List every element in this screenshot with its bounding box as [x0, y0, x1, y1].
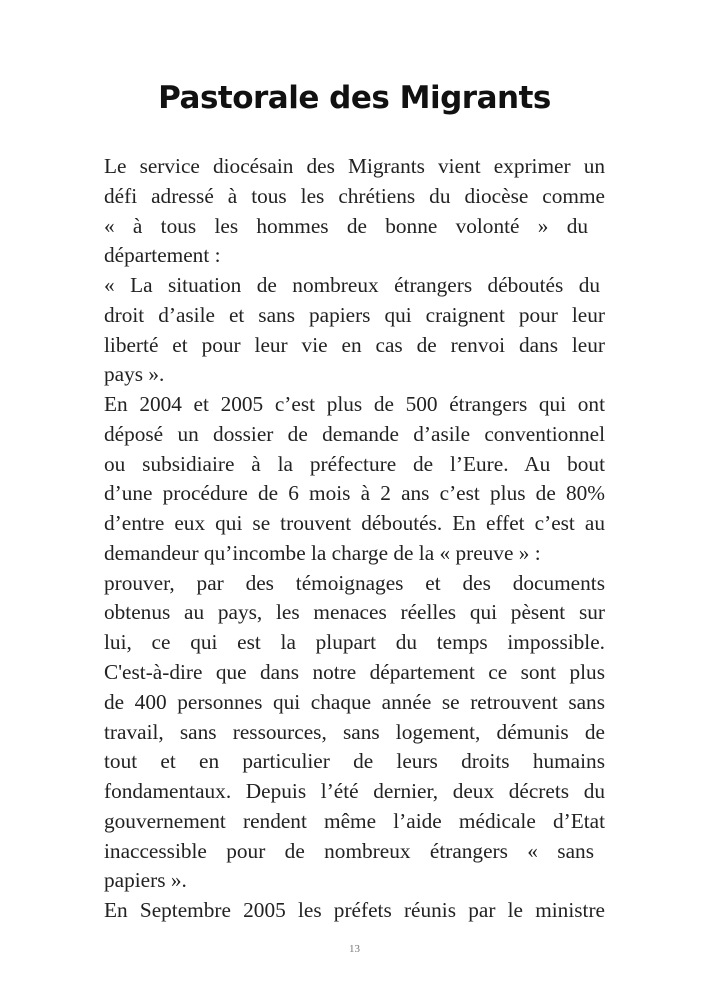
text-line: tout et en particulier de leurs droits humains	[104, 749, 605, 774]
text-line: d’une procédure de 6 mois à 2 ans c’est plus de 80%	[104, 481, 605, 506]
text-line: « à tous les hommes de bonne volonté » du	[104, 213, 588, 238]
text-line: de 400 personnes qui chaque année se retrouvent sans	[104, 689, 605, 714]
text-line: pays ».	[104, 362, 165, 387]
text-line: En Septembre 2005 les préfets réunis par le ministre	[104, 898, 605, 923]
text-line: obtenus au pays, les menaces réelles qui pèsent sur	[104, 600, 605, 625]
text-line: défi adressé à tous les chrétiens du diocèse comme	[104, 183, 605, 208]
text-line: fondamentaux. Depuis l’été dernier, deux décrets du	[104, 779, 605, 804]
text-line: déposé un dossier de demande d’asile conventionnel	[104, 421, 605, 446]
text-line: lui, ce qui est la plupart du temps impossible.	[104, 630, 605, 655]
text-line: inaccessible pour de nombreux étrangers « sans	[104, 838, 594, 863]
text-line: papiers ».	[104, 868, 187, 893]
text-line: prouver, par des témoignages et des documents	[104, 570, 605, 595]
text-line: département :	[104, 243, 221, 268]
page-title: Pastorale des Migrants	[158, 80, 551, 116]
text-line: Le service diocésain des Migrants vient exprimer un	[104, 154, 605, 178]
text-line: liberté et pour leur vie en cas de renvoi dans leur	[104, 332, 605, 357]
text-line: travail, sans ressources, sans logement, démunis de	[104, 719, 605, 744]
text-line: gouvernement rendent même l’aide médicale d’Etat	[104, 808, 605, 833]
text-line: droit d’asile et sans papiers qui craignent pour leur	[104, 302, 605, 327]
text-line: d’entre eux qui se trouvent déboutés. En effet c’est au	[104, 511, 605, 536]
text-line: ou subsidiaire à la préfecture de l’Eure. Au bout	[104, 451, 605, 476]
text-line: C'est-à-dire que dans notre département ce sont plus	[104, 660, 605, 685]
text-line: « La situation de nombreux étrangers déboutés du	[104, 273, 600, 298]
text-line: En 2004 et 2005 c’est plus de 500 étrangers qui ont	[104, 392, 605, 417]
page-number: 13	[349, 943, 360, 955]
text-line: demandeur qu’incombe la charge de la « preuve » :	[104, 540, 541, 565]
body-text	[104, 152, 605, 926]
